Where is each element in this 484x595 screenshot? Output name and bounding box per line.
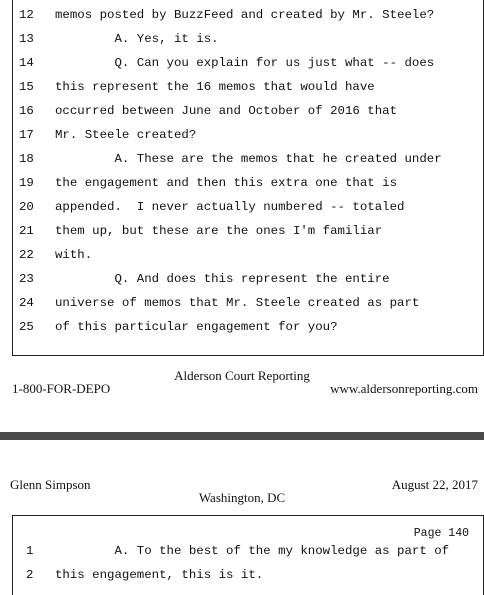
line-text: appended. I never actually numbered -- totaled <box>55 200 405 214</box>
line-number: 2 <box>26 568 34 582</box>
line-number: 14 <box>19 56 34 70</box>
line-number: 12 <box>19 8 34 22</box>
line-number: 13 <box>19 32 34 46</box>
line-number: 18 <box>19 152 34 166</box>
line-number: 24 <box>19 296 34 310</box>
line-text: this represent the 16 memos that would have <box>55 80 375 94</box>
line-number: 19 <box>19 176 34 190</box>
header-date: August 22, 2017 <box>391 477 478 492</box>
footer-phone: 1-800-FOR-DEPO <box>12 381 111 396</box>
line-text: the engagement and then this extra one that is <box>55 176 398 190</box>
line-text: them up, but these are the ones I'm familiar <box>55 224 383 238</box>
footer-company: Alderson Court Reporting <box>174 368 310 383</box>
line-text: of this particular engagement for you? <box>55 320 338 334</box>
line-number: 23 <box>19 272 34 286</box>
line-text: this engagement, this is it. <box>55 568 264 582</box>
header-witness: Glenn Simpson <box>10 477 91 492</box>
line-text: memos posted by BuzzFeed and created by Mr. Steele? <box>55 8 435 22</box>
line-text: A. To the best of the my knowledge as part of <box>55 544 450 558</box>
line-text: occurred between June and October of 2016 that <box>55 104 398 118</box>
footer-website: www.aldersonreporting.com <box>330 381 478 396</box>
line-text: A. These are the memos that he created under <box>55 152 442 166</box>
line-number: 21 <box>19 224 34 238</box>
page-separator <box>0 432 484 440</box>
line-text: Q. Can you explain for us just what -- does <box>55 56 435 70</box>
line-text: Q. And does this represent the entire <box>55 272 390 286</box>
line-number: 22 <box>19 248 34 262</box>
line-number: 20 <box>19 200 34 214</box>
line-text: with. <box>55 248 93 262</box>
line-number: 15 <box>19 80 34 94</box>
line-text: universe of memos that Mr. Steele created as part <box>55 296 420 310</box>
header-location: Washington, DC <box>198 490 286 505</box>
line-number: 17 <box>19 128 34 142</box>
line-text: A. Yes, it is. <box>55 32 219 46</box>
line-number: 16 <box>19 104 34 118</box>
line-text: Mr. Steele created? <box>55 128 197 142</box>
page-number: Page 140 <box>413 527 469 540</box>
line-number: 25 <box>19 320 34 334</box>
line-number: 1 <box>26 544 34 558</box>
